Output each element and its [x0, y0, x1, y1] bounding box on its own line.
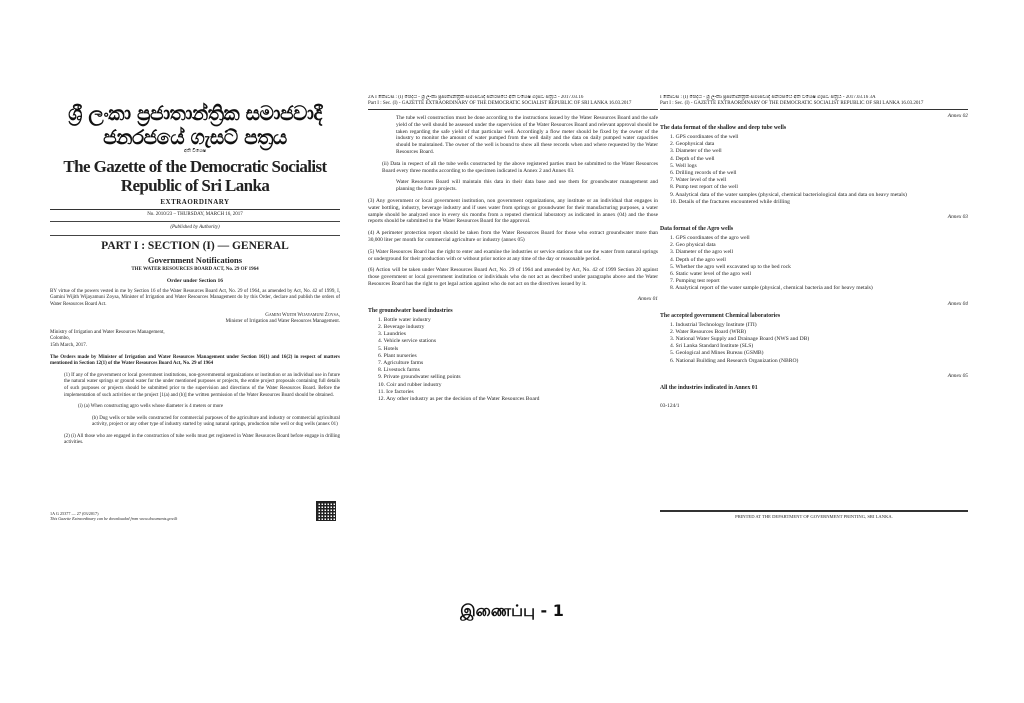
list-item: 9. Private groundwater selling points — [378, 374, 461, 381]
sinhala-running-header: 2A I කොටස : (I) ඡෙදය - ශ්‍රී ලංකා ප්‍රජාතාන්ත්‍රික සමාජවාදී ජනරජයේ අති විශෙෂ ගැසට් පත්‍රය - 2017.03.16 — [368, 95, 584, 100]
order-heading: Order under Section 16 — [166, 277, 224, 284]
list-item: 6. Plant nurseries — [378, 352, 417, 359]
annex-02-label: Annex 02 — [947, 113, 968, 119]
list-item: 1. GPS coordinates of the well — [670, 134, 739, 140]
list-item: 4. Depth of the agro well — [670, 256, 726, 263]
list-item: 1. Bottle water industry — [378, 316, 431, 323]
government-notifications: Government Notifications — [147, 254, 243, 265]
intro-paragraph: BY virtue of the powers vested in me by Section 16 of the Water Resources Board Act, No. 29 of 1964, as amended by Act, No. 42 of 1999, I, Gamini Wijith Wijayamuni Zoysa, Minister of Irrigation and Water Resources Management do by this Order, declare and publish the orders of Water Resources Board Act. — [50, 288, 340, 307]
list-item: 7. Agriculture farms — [378, 359, 424, 366]
divider — [50, 235, 340, 236]
printer-footer: PRINTED AT THE DEPARTMENT OF GOVERNMENT PRINTING, SRI LANKA. — [660, 510, 968, 519]
list-item: 9. Analytical data of the water samples (physical, chemical bacteriological data and data on heavy metals) — [670, 191, 907, 198]
list-item: 12. Any other industry as per the decision of the Water Resources Board — [378, 395, 540, 402]
agro-wells-list — [670, 235, 968, 293]
list-item: 11. Ice factories — [378, 388, 414, 395]
list-item: 2. Geo physical data — [670, 242, 716, 249]
list-item: 8. Analytical report of the water sample (physical, chemical bacteria and for heavy metals) — [670, 285, 873, 292]
list-item: 5. Hotels — [378, 345, 399, 352]
annex-05-label: Annex 05 — [947, 372, 968, 379]
english-running-header: Part I : Sec. (I) - GAZETTE EXTRAORDINARY OF THE DEMOCRATIC SOCIALIST REPUBLIC OF SRI LANKA 16.03.2017 — [660, 101, 924, 106]
paragraph-4: (4) A perimeter protection report should be taken from the Water Resources Board for those who extract groundwater more than 30,000 liter per month for commercial agriculture or industry (annex 05) — [368, 230, 658, 243]
page-header — [660, 95, 968, 110]
list-item: 6. National Building and Research Organization (NBRO) — [670, 357, 799, 364]
part-heading: PART I : SECTION (I) — GENERAL — [101, 239, 289, 252]
annex-04-label: Annex 04 — [947, 300, 968, 307]
list-item: 7. Water level of the well — [670, 177, 727, 184]
list-item: 4. Depth of the well — [670, 155, 715, 162]
list-item: 3. Laundries — [378, 331, 406, 338]
labs-list — [670, 322, 968, 365]
list-item: 3. Diameter of the well — [670, 148, 722, 155]
list-item: 6. Static water level of the agro well — [670, 271, 752, 278]
list-item: 10. Details of the fractures encountered while drilling — [670, 198, 790, 205]
list-item: 2. Geophysical data — [670, 141, 715, 148]
paragraph-3: (3) Any government or local government institution, non government organizations, any institute or an individual that engages in water bottling, industry, beverage industry and if uses water from springs or groundwater for their manufacturing purposes, a water sample should be analyzed once in every six months from a reputed chemical laboratory as indicated in annex (04) and the those reports should be submitted to the Water Resources Board for the approval. — [368, 197, 658, 225]
list-item: 4. Vehicle service stations — [378, 338, 436, 345]
order-item-1b: (b) Dug wells or tube wells constructed for commercial purposes of the agriculture and industry or commercial agricultural activity, project or any other type of industry started by using natural springs, production tube well or dug wells (annex 01) — [92, 415, 340, 428]
gazette-page-2 — [368, 95, 658, 525]
sinhala-masthead: ශ්‍රී ලංකා ප්‍රජාතාන්ත්‍රික සමාජවාදී ජනරජයේ ගැසට් පත්‍රය — [68, 101, 322, 149]
list-item: 4. Sri Lanka Standard Institute (SLS) — [670, 343, 754, 350]
orders-heading: The Orders made by Minister of Irrigation and Water Resources Management under Section 16(1) and 16(2) in respect of matters mentioned in Section 12(1) of the Water Resources Board Act, No. 29 of 1964 — [50, 354, 340, 367]
wells-title: The data format of the shallow and deep tube wells — [660, 125, 787, 131]
signatory-name: Gamini Wijith Wijayamuni Zoysa, — [265, 312, 340, 318]
order-date: 15th March, 2017. — [50, 342, 87, 348]
paragraph-database: Water Resources Board will maintain this data in their data base and use them for groundwater management and planning the future projects. — [396, 179, 658, 193]
order-item-2: (2) (i) All those who are engaged in the construction of tube wells must get registered in Water Resources Board before engage in drilling activities. — [64, 433, 340, 446]
list-item: 1. Industrial Technology Institute (ITI) — [670, 321, 757, 328]
labs-title: The accepted government Chemical laboratories — [660, 312, 781, 319]
extraordinary-label: EXTRAORDINARY — [50, 198, 340, 210]
list-item: 6. Drilling records of the well — [670, 170, 737, 177]
city: Colombo, — [50, 336, 70, 342]
annex-03-label: Annex 03 — [947, 214, 968, 221]
paragraph-tube-well: The tube well construction must be done according to the instructions issued by the Water Resources Board and the safe yield of the well should be assessed under the supervision of the Water Resources Board and relevant approval should be taken regarding the safe yield of that particular well. Accordingly a flow meter should be fixed by the owner of the industry to monitor the amount of water pumped from the well daily and the data on daily pumped water capacities should be maintained. The owner of the well is bound to show all these records when and where requested by the Water Resources Board. — [396, 115, 658, 155]
page-footer — [50, 511, 177, 521]
document-code: 03-124/1 — [660, 402, 680, 409]
qr-code-icon — [316, 501, 336, 521]
paragraph-5: (5) Water Resources Board has the right to enter and examine the industries or service stations that use the water from natural springs or underground for their production with or without prior notice at any time of the day or reasonable period. — [368, 248, 658, 262]
paragraph-data-submission: (ii) Data in respect of all the tube wells constructed by the above registered parties must be submitted to the Water Resources Board every three months according to the specimen indicated in Annex 2 and Annex 03. — [382, 160, 658, 174]
sinhala-subtitle: අති විශෙෂ — [183, 149, 207, 154]
gazette-page-3 — [660, 95, 968, 525]
list-item: 8. Pump test report of the well — [670, 184, 738, 191]
act-heading: THE WATER RESOURCES BOARD ACT, No. 29 OF 1964 — [131, 266, 259, 272]
list-item: 3. National Water Supply and Drainage Board (NWS and DB) — [670, 336, 810, 343]
english-running-header: Part I : Sec. (I) - GAZETTE EXTRAORDINARY OF THE DEMOCRATIC SOCIALIST REPUBLIC OF SRI LANKA 16.03.2017 — [368, 101, 632, 106]
issue-line: No. 2010/23 – THURSDAY, MARCH 16, 2017 — [147, 211, 243, 217]
annex-caption: இணைப்பு - 1 — [460, 601, 564, 620]
footer-download-note: This Gazette Extraordinary can be downloaded from www.documents.gov.lk — [50, 516, 178, 521]
paragraph-6: (6) Action will be taken under Water Resources Board Act, No. 29 of 1964 and amended by Act, No. 42 of 1999 Section 20 against those government or local government institution or individuals who do not act as described under paragraphs above and the Water Resources Board has the right to get legal action against who do not act on the directives issued by it. — [368, 267, 658, 287]
published-line: (Published by Authority) — [170, 225, 220, 231]
all-industries-note: All the industries indicated in Annex 01 — [660, 384, 758, 391]
order-item-1: (1) If any of the government or local government institutions, non-governmental organizations or institution or an individual use in future the natural water springs or ground water for the under mentioned purposes or projects, the entire project proposals containing full details of such purposes or projects should be submitted prior to the supervision and directions of the Water Resources Board. Before the implementation of such activities or the project [1(a) and (b)] the written permission of the Water Resources Board should be obtained. — [64, 372, 340, 398]
gazette-title: The Gazette of the Democratic Socialist Republic of Sri Lanka — [63, 156, 327, 195]
list-item: 7. Pumping test report — [670, 278, 720, 285]
list-item: 5. Well logs — [670, 162, 697, 169]
industries-title: The groundwater based industries — [368, 307, 453, 314]
list-item: 8. Livestock farms — [378, 367, 420, 374]
signatory-role: Minister of Irrigation and Water Resources Management. — [225, 319, 340, 325]
sinhala-running-header: I කොටස : (I) ඡෙදය - ශ්‍රී ලංකා ප්‍රජාතාන්ත්‍රික සමාජවාදී ජනරජයේ අති විශෙෂ ගැසට් පත්‍රය - 2017.03.16 3A — [660, 95, 876, 100]
wells-list — [670, 134, 968, 206]
footer-code: 1A G 25377 — 27 (03/2017) — [50, 511, 99, 516]
industries-list — [378, 317, 658, 403]
list-item: 2. Water Resources Board (WRB) — [670, 328, 747, 335]
order-item-1a: (i) (a) When constructing agro wells whose diameter is 4 meters or more — [78, 404, 224, 410]
list-item: 3. Diameter of the agro well — [670, 249, 734, 256]
list-item: 5. Whether the agro well excavated up to the bed rock — [670, 263, 791, 270]
gazette-page-1 — [50, 95, 340, 525]
divider — [50, 221, 340, 222]
page-header — [368, 95, 658, 110]
list-item: 1. GPS coordinates of the agro well — [670, 235, 750, 242]
list-item: 10. Coir and rubber industry — [378, 381, 442, 388]
ministry-address: Ministry of Irrigation and Water Resources Management, — [50, 329, 165, 335]
agro-wells-title: Data format of the Agro wells — [660, 226, 734, 233]
list-item: 2. Beverage industry — [378, 323, 425, 330]
annex-01-label: Annex 01 — [637, 295, 658, 302]
list-item: 5. Geological and Mines Bureau (GSMB) — [670, 350, 764, 357]
